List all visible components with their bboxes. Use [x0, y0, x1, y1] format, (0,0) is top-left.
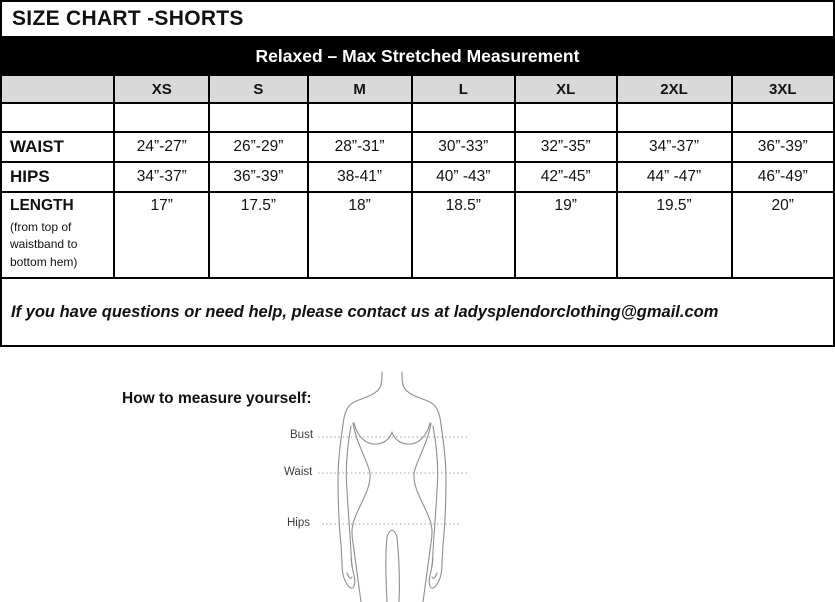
waist-value-xl: 32”-35” [515, 132, 617, 162]
table-banner: Relaxed – Max Stretched Measurement [1, 37, 834, 75]
col-header-3xl: 3XL [732, 75, 835, 103]
hips-value-xs: 34”-37” [114, 162, 209, 192]
length-row [1, 192, 834, 278]
col-header-xs: XS [114, 75, 209, 103]
corner-cell [1, 75, 114, 103]
waist-value-m: 28”-31” [308, 132, 412, 162]
row-label-hips: HIPS [1, 162, 114, 192]
length-label: LENGTH [10, 197, 74, 214]
hips-value-2xl: 44” -47” [617, 162, 732, 192]
length-value-m: 18” [308, 192, 412, 278]
figure-label-waist: Waist [284, 466, 313, 478]
length-value-xl: 19” [515, 192, 617, 278]
measure-guide-heading: How to measure yourself: [122, 390, 312, 407]
length-value-l: 18.5” [412, 192, 515, 278]
col-header-xl: XL [515, 75, 617, 103]
length-value-s: 17.5” [209, 192, 307, 278]
hips-value-l: 40” -43” [412, 162, 515, 192]
spacer-row [1, 103, 834, 132]
hips-value-m: 38-41” [308, 162, 412, 192]
col-header-2xl: 2XL [617, 75, 732, 103]
figure-label-bust: Bust [290, 429, 314, 441]
row-label-waist: WAIST [1, 132, 114, 162]
hips-value-3xl: 46”-49” [732, 162, 835, 192]
hips-value-s: 36”-39” [209, 162, 307, 192]
waist-row [1, 132, 834, 162]
hips-row [1, 162, 834, 192]
size-header-row [1, 75, 834, 103]
waist-value-s: 26”-29” [209, 132, 307, 162]
col-header-s: S [209, 75, 307, 103]
hips-value-xl: 42”-45” [515, 162, 617, 192]
page-title: SIZE CHART -SHORTS [1, 1, 834, 37]
body-outline-paths [338, 372, 446, 602]
waist-value-xs: 24”-27” [114, 132, 209, 162]
length-value-2xl: 19.5” [617, 192, 732, 278]
female-body-outline-figure [280, 366, 520, 602]
col-header-l: L [412, 75, 515, 103]
length-value-3xl: 20” [732, 192, 835, 278]
waist-value-3xl: 36”-39” [732, 132, 835, 162]
length-sublabel: (from top of waistband to bottom hem) [10, 220, 78, 269]
col-header-m: M [308, 75, 412, 103]
length-value-xs: 17” [114, 192, 209, 278]
waist-value-2xl: 34”-37” [617, 132, 732, 162]
figure-label-hips: Hips [287, 517, 311, 529]
contact-note: If you have questions or need help, please contact us at ladysplendorclothing@gmail.com [1, 278, 834, 346]
row-label-length [1, 192, 114, 278]
waist-value-l: 30”-33” [412, 132, 515, 162]
